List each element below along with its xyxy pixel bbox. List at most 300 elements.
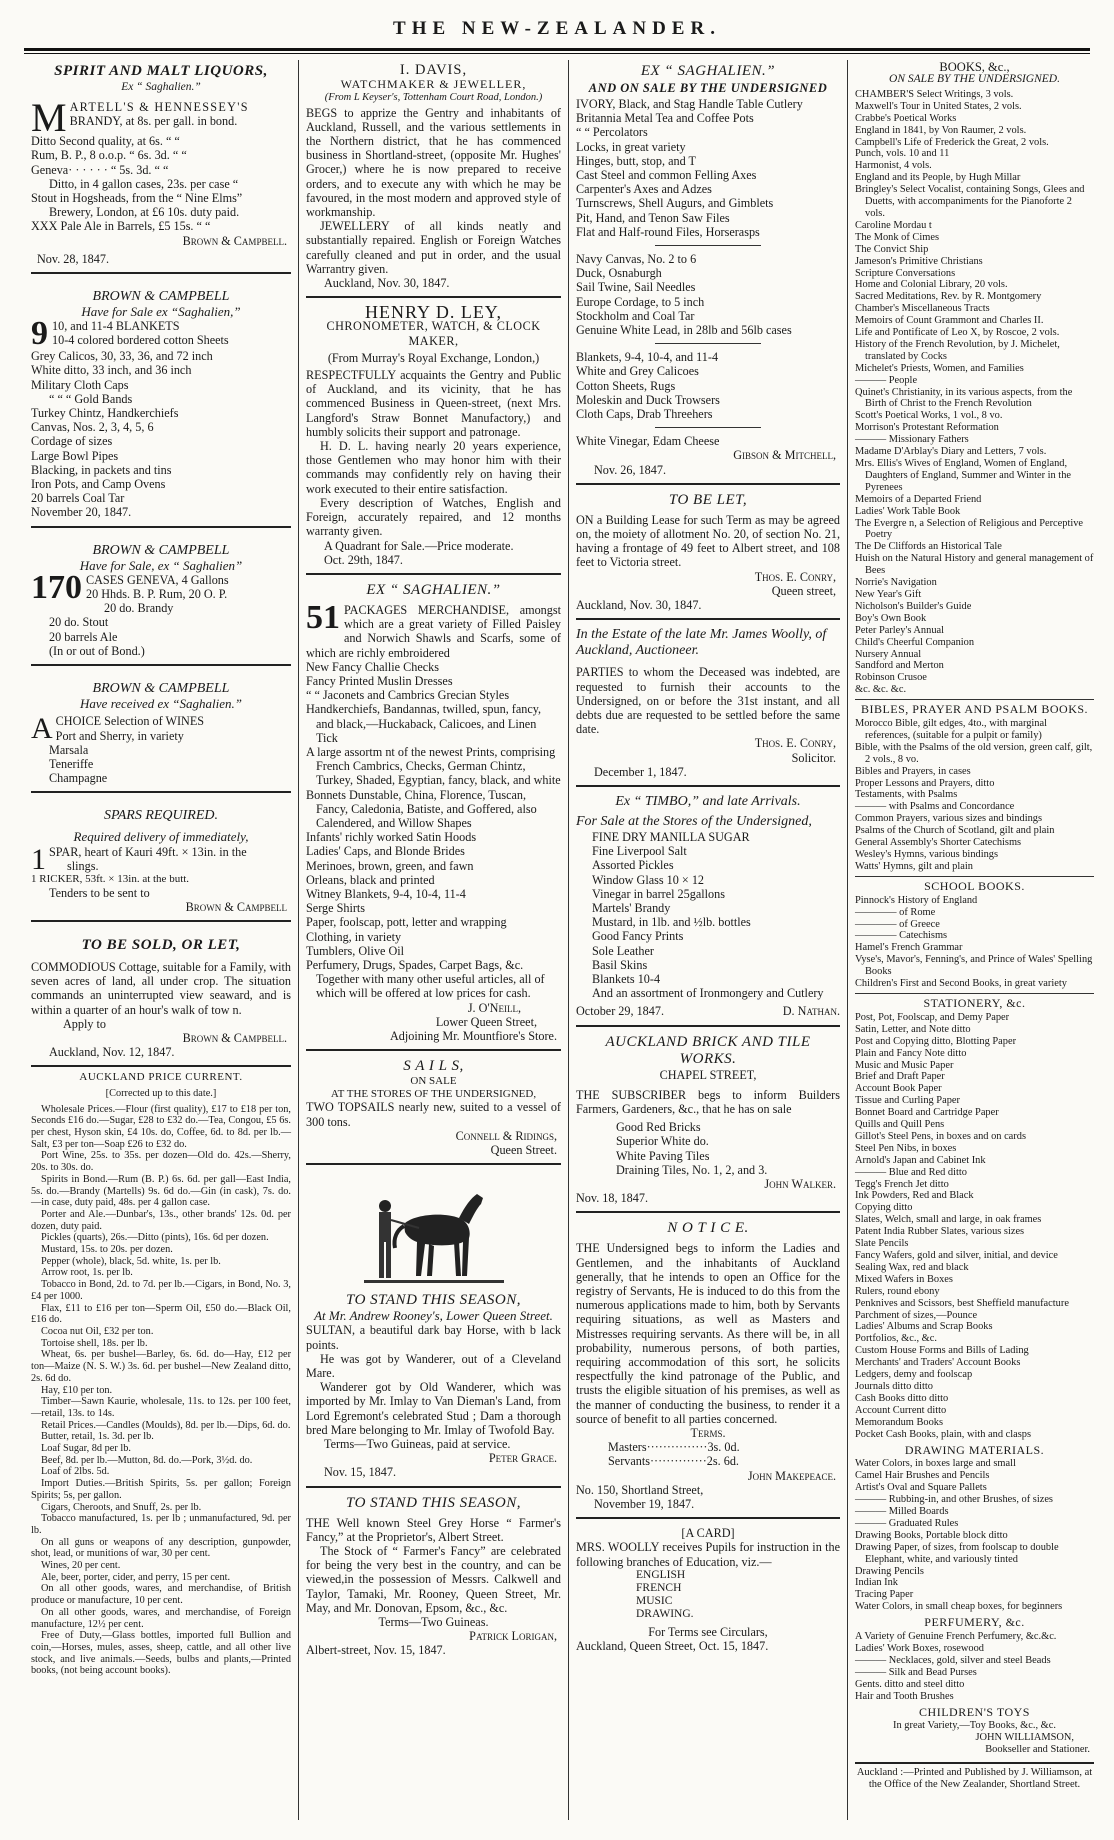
signature: Brown & Campbell: [185, 899, 287, 914]
line: Blacking, in packets and tins: [31, 462, 172, 477]
list-item: Chamber's Miscellaneous Tracts: [855, 303, 990, 315]
stationery-title: STATIONERY, &c.: [923, 995, 1026, 1010]
ad-subtitle-2: AT THE STORES OF THE UNDERSIGNED,: [330, 1087, 537, 1100]
list-item: Hinges, butt, stop, and T: [576, 153, 696, 168]
ad-body: TWO TOPSAILS nearly new, suited to a vessel of 300 tons.: [306, 1100, 561, 1129]
list-item: Europe Cordage, to 5 inch: [576, 294, 705, 309]
line: Geneva· · · · · · “ 5s. 3d. “ “: [31, 162, 169, 177]
price-list: [31, 1104, 291, 1677]
list-item: Cotton Sheets, Rugs: [576, 378, 676, 393]
line: 20 do. Stout: [49, 615, 109, 630]
list-item: New Fancy Challie Checks: [306, 659, 440, 674]
divider: [855, 876, 1094, 877]
ad-title: TO BE SOLD, OR LET,: [81, 936, 241, 953]
ad-ironmongery: [576, 60, 840, 485]
ad-address: Lower Queen Street,: [435, 1014, 537, 1029]
ad-date: November 19, 1847.: [594, 1497, 695, 1512]
line: Port and Sherry, in variety: [55, 728, 184, 743]
ad-title: AUCKLAND BRICK AND TILE WORKS.: [605, 1033, 811, 1067]
list-item: Paper, foolscap, pott, letter and wrapping: [306, 915, 507, 930]
ad-subtitle: At Mr. Andrew Rooney's, Lower Queen Street.: [314, 1308, 553, 1324]
list-item: FINE DRY MANILLA SUGAR: [592, 829, 750, 844]
list-item: Drawing Books, Portable block ditto: [855, 1529, 1008, 1541]
list-item: The Monk of Cimes: [855, 231, 939, 243]
list-item: Crabbe's Poetical Works: [855, 112, 957, 124]
list-item: Ledgers, demy and foolscap: [855, 1369, 973, 1381]
masthead-rule: [24, 48, 1090, 54]
ad-body: [31, 714, 291, 785]
ad-subtitle: AND ON SALE BY THE UNDERSIGNED: [588, 81, 828, 95]
ad-to-be-let: [576, 489, 840, 620]
list-item: Merinoes, brown, green, and fawn: [306, 858, 474, 873]
ad-body: [31, 842, 291, 900]
list-item: Tegg's French Jet ditto: [855, 1178, 949, 1190]
ad-term-2: Servants··············2s. 6d.: [608, 1454, 739, 1469]
list-item: Quinet's Christianity, in its various aspects, from the Birth of Christ to the French Revolution: [855, 386, 1073, 410]
list-item: Tumblers, Olive Oil: [306, 943, 405, 958]
ad-items: [576, 97, 840, 239]
price-entry: Timber—Sawn Kaurie, wholesale, 11s. to 12s. per 100 feet,—retail, 13s. to 14s.: [31, 1396, 291, 1419]
ad-title: EX “ SAGHALIEN.”: [640, 63, 776, 79]
ad-term-1: Masters···············3s. 0d.: [608, 1440, 740, 1455]
list-item: “ “ Jaconets and Cambrics Grecian Styles: [306, 688, 510, 703]
list-item: Scripture Conversations: [855, 267, 956, 279]
list-item: Fine Liverpool Salt: [592, 844, 687, 859]
ad-subtitle: ON SALE: [410, 1075, 457, 1088]
signature: Brown & Campbell.: [182, 1030, 287, 1045]
ad-date: December 1, 1847.: [594, 764, 687, 779]
list-item: Michelet's Priests, Women, and Families: [855, 362, 1024, 374]
list-item: Slates, Welch, small and large, in oak frames: [855, 1214, 1042, 1226]
line: 10-4 colored bordered cotton Sheets: [52, 333, 229, 348]
list-item: History of the French Revolution, by J. Michelet, translated by Cocks: [855, 338, 1060, 362]
price-entry: Porter and Ale.—Dunbar's, 13s., other brands' 12s. 0d. per dozen, duty paid.: [31, 1208, 291, 1232]
line: BRANDY, at 8s. per gall. in bond.: [69, 114, 238, 129]
column-2: [299, 60, 569, 1820]
ad-title: SPARS REQUIRED.: [103, 808, 219, 824]
line: Grey Calicos, 30, 33, 36, and 72 inch: [31, 349, 213, 364]
perfumery-list: [855, 1631, 1094, 1702]
price-entry: Mustard, 15s. to 20s. per dozen.: [41, 1244, 173, 1256]
ad-date: Auckland, Nov. 12, 1847.: [49, 1045, 175, 1060]
list-item: Copying ditto: [855, 1202, 913, 1214]
ad-body-3: Wanderer got by Old Wanderer, which was imported by Mr. Imlay to Van Dieman's Land, from Lord Egremont's celebrated Stud ; Dam a thorough bred Mare belonging to Mr. Imlay of Twofold Bay.: [306, 1380, 561, 1437]
ad-items: [576, 1569, 840, 1621]
line: slings.: [67, 858, 99, 873]
ad-merchandise: [306, 579, 561, 1051]
list-item: Ladies' Work Boxes, rosewood: [855, 1643, 984, 1654]
ad-items: [576, 1120, 840, 1177]
list-item: Norrie's Navigation: [855, 577, 937, 589]
perfumery-title: PERFUMERY, &c.: [924, 1615, 1025, 1630]
line: Canvas, Nos. 2, 3, 4, 5, 6: [31, 420, 154, 435]
ad-title: [A CARD]: [681, 1526, 735, 1541]
list-item: MUSIC: [636, 1594, 673, 1607]
list-item: Window Glass 10 × 12: [592, 872, 705, 887]
ad-body: THE Well known Steel Grey Horse “ Farmer's Fancy,” at the Proprietor's, Albert Street.: [306, 1515, 561, 1544]
ad-spirits: [31, 60, 291, 274]
ad-notice: [576, 1217, 840, 1519]
list-item: Child's Cheerful Companion: [855, 636, 975, 648]
list-item: Good Red Bricks: [616, 1120, 701, 1135]
ad-sails: [306, 1055, 561, 1165]
price-entry: Flax, £11 to £16 per ton—Sperm Oil, £50 do.—Black Oil, £16 do.: [31, 1302, 291, 1326]
list-item: Arnold's Japan and Cabinet Ink: [855, 1154, 986, 1166]
ad-title: TO STAND THIS SEASON,: [346, 1292, 521, 1309]
ad-blankets: [31, 278, 291, 528]
list-item: Flat and Half-round Files, Horserasps: [576, 224, 760, 239]
bibles-list: [855, 718, 1094, 873]
list-item: ——— with Psalms and Concordance: [855, 801, 1015, 813]
list-item: ———— Catechisms: [855, 930, 948, 942]
list-item: Nicholson's Builder's Guide: [855, 600, 972, 612]
drop-cap: 1: [31, 842, 46, 876]
list-item: FRENCH: [636, 1581, 682, 1594]
list-item: Genuine White Lead, in 28lb and 56lb cases: [576, 323, 792, 338]
list-item: Proper Lessons and Prayers, ditto: [855, 777, 995, 789]
line: Cordage of sizes: [31, 434, 113, 449]
ad-date: October 29, 1847.: [576, 1004, 665, 1019]
list-item: Post and Copying ditto, Blotting Paper: [855, 1035, 1017, 1047]
drop-cap: M: [31, 95, 67, 141]
signature: John Walker.: [764, 1176, 836, 1191]
list-item: Tracing Paper: [855, 1589, 914, 1601]
price-entry: Wines, 20 per cent.: [41, 1560, 121, 1572]
ad-items-2: [576, 252, 840, 337]
ad-body: [31, 568, 291, 658]
ad-date: Nov. 26, 1847.: [594, 462, 666, 477]
list-item: Portfolios, &c., &c.: [855, 1333, 937, 1345]
list-item: ENGLISH: [636, 1568, 686, 1581]
line: Iron Pots, and Camp Ovens: [31, 477, 166, 492]
ad-terms: Terms—Two Guineas.: [378, 1615, 489, 1630]
list-item: ——— People: [855, 374, 918, 386]
ad-apply: Apply to: [63, 1016, 106, 1031]
list-item: Pocket Cash Books, plain, with and clasps: [855, 1428, 1032, 1440]
list-item: Perfumery, Drugs, Spades, Carpet Bags, &c. Together with many other useful articles, all of which will be offered at low prices for cash.: [306, 957, 545, 1001]
list-item: ——— Silk and Bead Purses: [855, 1666, 977, 1678]
price-entry: Import Duties.—British Spirits, 5s. per gallon; Foreign Spirits; 5s, per gallon.: [31, 1478, 291, 1501]
ad-date: Albert-street, Nov. 15, 1847.: [306, 1643, 446, 1658]
ad-body-2: He was got by Wanderer, out of a Cleveland Mare.: [306, 1351, 561, 1381]
ad-title: In the Estate of the late Mr. James Woolly, of Auckland, Auctioneer.: [576, 627, 827, 659]
list-item: Common Prayers, various sizes and bindings: [855, 813, 1043, 825]
price-entry: Pickles (quarts), 26s.—Ditto (pints), 16s. 6d per dozen.: [41, 1232, 269, 1244]
list-item: Morrison's Protestant Reformation: [855, 422, 999, 434]
list-item: Basil Skins: [592, 957, 648, 972]
lead-number: 9: [31, 315, 48, 353]
line: Champagne: [49, 771, 108, 786]
ad-item: White Vinegar, Edam Cheese: [576, 434, 720, 449]
list-item: Artist's Oval and Square Pallets: [855, 1482, 987, 1494]
ad-title: SPIRIT AND MALT LIQUORS,: [54, 63, 268, 79]
school-list: [855, 895, 1094, 990]
ad-farmers-fancy: [306, 1492, 561, 1664]
list-item: Sole Leather: [592, 943, 654, 958]
price-entry: Cocoa nut Oil, £32 per ton.: [41, 1326, 154, 1337]
books-title: BOOKS, &c.,: [939, 60, 1010, 74]
line: Stout in Hogsheads, from the “ Nine Elms”: [31, 191, 243, 206]
ad-trade: CHRONOMETER, WATCH, & CLOCK MAKER,: [326, 319, 541, 348]
ad-date: Auckland, Nov. 30, 1847.: [324, 276, 450, 291]
line: Tenders to be sent to: [49, 885, 150, 900]
list-item: Cash Books ditto ditto: [855, 1392, 949, 1404]
list-item: Stockholm and Coal Tar: [576, 308, 695, 323]
price-entry: Loaf of 2lbs. 5d.: [41, 1466, 110, 1478]
line: Marsala: [49, 742, 89, 757]
list-item: Blankets, 9-4, 10-4, and 11-4: [576, 350, 719, 365]
ad-role: Solicitor.: [791, 750, 836, 765]
list-item: Account Current ditto: [855, 1404, 947, 1416]
price-entry: Spirits in Bond.—Rum (B. P.) 6s. 6d. per gall—East India, 5s. do.—Brandy (Martells) 9s. 6d do.—Gin (in cask), 7s. do.—in case, duty paid, 48s. per 4 gallon case.: [31, 1173, 291, 1209]
divider: [655, 427, 761, 428]
list-item: Ladies' Work Table Book: [855, 505, 961, 517]
signature: Peter Grace.: [488, 1451, 557, 1466]
ad-subtitle: Have for Sale, ex “ Saghalien”: [79, 557, 243, 573]
list-item: England and its People, by Hugh Millar: [855, 172, 1021, 184]
ad-title: N O T I C E.: [667, 1220, 749, 1237]
list-item: Jameson's Primitive Christians: [855, 255, 983, 267]
list-item: Good Fancy Prints: [592, 929, 684, 944]
price-entry: Loaf Sugar, 8d per lb.: [41, 1443, 131, 1455]
list-item: Martels' Brandy: [592, 900, 671, 915]
line: Ditto Second quality, at 6s. “ “: [31, 134, 180, 149]
price-entry: Beef, 8d. per lb.—Mutton, 8d. do.—Pork, 3½d. do.: [41, 1454, 253, 1466]
line: “ “ “ Gold Bands: [49, 391, 133, 406]
price-entry: Tobacco manufactured, 1s. per lb ; unmanufactured, 9d. per lb.: [31, 1513, 291, 1536]
list-item: Merchants' and Traders' Account Books: [855, 1357, 1021, 1369]
price-entry: Port Wine, 25s. to 35s. per dozen—Old do. 42s.—Sherry, 20s. to 30s. do.: [31, 1150, 291, 1174]
ad-geneva: [31, 532, 291, 666]
column-1: [24, 60, 299, 1820]
list-item: Hamel's French Grammar: [855, 942, 963, 954]
divider: [855, 699, 1094, 700]
list-item: General Assembly's Shorter Catechisms: [855, 837, 1022, 849]
ad-date: Auckland, Queen Street, Oct. 15, 1847.: [576, 1639, 769, 1654]
list-item: New Year's Gift: [855, 588, 922, 600]
signature-role: Bookseller and Stationer.: [985, 1744, 1090, 1756]
list-item: Wesley's Hymns, various bindings: [855, 849, 999, 860]
ad-subtitle: Have received ex “Saghalien.”: [80, 696, 242, 712]
ad-title: TO BE LET,: [668, 491, 748, 508]
list-item: Testaments, with Psalms: [855, 789, 958, 801]
list-item: Harmonist, 4 vols.: [855, 160, 932, 172]
ad-estate: [576, 624, 840, 787]
ad-from: (From Murray's Royal Exchange, London,): [327, 350, 540, 365]
line: 20 Hhds. B. P. Rum, 20 O. P.: [86, 587, 228, 602]
divider: [655, 343, 761, 344]
list-item: Water Colors, in boxes large and small: [855, 1458, 1016, 1470]
list-item: Locks, in great variety: [576, 139, 686, 154]
list-item: &c. &c. &c.: [855, 684, 907, 696]
list-item: Pinnock's History of England: [855, 894, 978, 906]
list-item: IVORY, Black, and Stag Handle Table Cutlery: [576, 97, 803, 111]
ad-body: PARTIES to whom the Deceased was indebted, are requested to furnish their accounts to the Undersigned, on or before the 31st instant, and all debts due are requested to be settled before the same date.: [576, 665, 840, 737]
ad-title: TO STAND THIS SEASON,: [346, 1494, 521, 1511]
list-item: Morocco Bible, gilt edges, 4to., with marginal references, (suitable for a pulpit or family): [855, 718, 1048, 741]
toys-text: In great Variety,—Toy Books, &c., &c.: [893, 1720, 1056, 1732]
list-item: Children's First and Second Books, in great variety: [855, 978, 1067, 990]
school-title: SCHOOL BOOKS.: [924, 878, 1025, 893]
line: ARTELL'S & HENNESSEY'S: [69, 100, 249, 115]
list-item: Maxwell's Tour in United States, 2 vols.: [855, 100, 1022, 112]
ad-address: Queen Street.: [490, 1143, 557, 1157]
list-item: Bible, with the Psalms of the old version, green calf, gilt, 2 vols., 8 vo.: [855, 741, 1093, 765]
columns: [24, 60, 1094, 1820]
ad-ley: [306, 302, 561, 575]
price-entry: On all other goods, wares, and merchandise, of British produce or manufacture, 10 per cent.: [31, 1583, 291, 1607]
list-item: Serge Shirts: [306, 901, 366, 916]
list-item: Parchment of sizes,—Pounce: [855, 1309, 978, 1321]
list-item: Camel Hair Brushes and Pencils: [855, 1470, 990, 1482]
ad-title: BROWN & CAMPBELL: [92, 289, 230, 305]
ad-body-2: JEWELLERY of all kinds neatly and substantially repaired. English or Foreign Watches carefully cleaned and put in order, and the usual Warrantry given.: [306, 219, 561, 276]
list-item: Drawing Pencils: [855, 1565, 924, 1577]
list-item: Handkerchiefs, Bandannas, twilled, spun, fancy, and black,—Huckaback, Calicoes, and Linen Tick: [306, 702, 542, 745]
list-item: Scott's Poetical Works, 1 vol., 8 vo.: [855, 410, 1003, 422]
list-item: Orleans, black and printed: [306, 872, 435, 887]
ad-body: RESPECTFULLY acquaints the Gentry and Public of Auckland, and its vicinity, that he has commenced Business in Queen-street, (next Mrs. Langford's Straw Bonnet Manufactory,) and humbly solicits their support and patronage.: [306, 368, 561, 439]
line: XXX Pale Ale in Barrels, £5 15s. “ “: [31, 219, 211, 234]
ad-davis: [306, 60, 561, 298]
list-item: Music and Music Paper: [855, 1059, 954, 1071]
ad-body: COMMODIOUS Cottage, suitable for a Family, with seven acres of land, all under crop. The situation commands an uninterrupted view seaward, and is within a quarter of an hour's walk of tow n.: [31, 959, 291, 1017]
list-item: Quills and Quill Pens: [855, 1119, 945, 1131]
books-subtitle: ON SALE BY THE UNDERSIGNED.: [889, 73, 1060, 85]
list-item: Sealing Wax, red and black: [855, 1261, 969, 1273]
list-item: A Variety of Genuine French Perfumery, &c.&c.: [855, 1631, 1057, 1643]
ad-address: No. 150, Shortland Street,: [576, 1482, 704, 1497]
list-item: Post, Pot, Foolscap, and Demy Paper: [855, 1011, 1010, 1023]
price-entry: Pepper (whole), black, 5d. white, 1s. per lb.: [41, 1255, 221, 1267]
ad-date: Auckland, Nov. 30, 1847.: [576, 598, 702, 613]
ad-body-3: Every description of Watches, English and Foreign, accurately repaired, and 12 months warranty given.: [306, 495, 561, 539]
list-item: Assorted Pickles: [592, 858, 674, 873]
list-item: Navy Canvas, No. 2 to 6: [576, 252, 697, 267]
line: Ditto, in 4 gallon cases, 23s. per case “: [49, 176, 239, 191]
list-item: Infants' richly worked Satin Hoods: [306, 830, 477, 845]
list-item: Pit, Hand, and Tenon Saw Files: [576, 210, 730, 225]
signature: Connell & Ridings,: [455, 1128, 557, 1143]
list-item: A large assortm nt of the newest Prints, comprising French Cambrics, Checks, German Chintz, Turkey, Shaded, Egyptian, fancy, black, and white: [306, 744, 561, 788]
line: SPAR, heart of Kauri 49ft. × 13in. in the: [49, 844, 247, 859]
ad-subtitle: For Sale at the Stores of the Undersigned,: [576, 813, 812, 829]
stationery-list: [855, 1012, 1094, 1441]
ad-title: S A I L S,: [403, 1058, 464, 1075]
line: 20 barrels Coal Tar: [31, 491, 125, 506]
ad-body: THE Undersigned begs to inform the Ladies and Gentlemen, and the inhabitants of Auckland generally, that he intends to open an Office for the registry of Servants, He is induced to do this from the numerous applications made to him, both by Servants requiring situations, as well as Masters and Mistresses requiring servants. As there will be, in all probability, numerous persons, of both parties, requiring accommodation of this sort, he solicits respectfully the kind patronage of the Public, and trusts the eligible situation of his premises, as well as the manner of conducting the business, to render it a source of benefit to all parties concerned.: [576, 1241, 840, 1426]
signature: JOHN WILLIAMSON,: [975, 1732, 1074, 1744]
list-item: ——— Milled Boards: [855, 1506, 949, 1518]
list-item: “ “ Percolators: [576, 125, 648, 140]
list-item: Nursery Annual: [855, 648, 922, 660]
line: 1 RICKER, 53ft. × 13in. at the butt.: [31, 872, 190, 885]
price-entry: Wheat, 6s. per bushel—Barley, 6s. 6d. do—Hay, £12 per ton—Maize (N. S. W.) 3s. 6d. per bushel—New Zealand ditto, 2s. 6d do.: [31, 1349, 291, 1384]
signature: Thos. E. Conry,: [754, 569, 836, 584]
price-current: [31, 1071, 291, 1677]
line: (In or out of Bond.): [49, 643, 145, 658]
ad-subtitle: Ex “ Saghalien.”: [121, 81, 201, 93]
ad-body: SULTAN, a beautiful dark bay Horse, with b lack points.: [306, 1323, 561, 1352]
list-item: Punch, vols. 10 and 11: [855, 148, 950, 160]
ad-items-3: [576, 350, 840, 421]
list-item: Boy's Own Book: [855, 612, 927, 624]
list-item: Fancy Printed Muslin Dresses: [306, 673, 453, 688]
price-entry: On all other goods, wares, and merchandise, of Foreign manufacture, 12½ per cent.: [31, 1606, 291, 1630]
price-entry: Free of Duty,—Glass bottles, imported full Bullion and coin,—Horses, mules, asses, sheep, cattle, and all other live stock, and live animals.—Seeds, bulbs and plants,—Printed books, (not being account books).: [31, 1630, 291, 1677]
line: 10, and 11-4 BLANKETS: [52, 319, 180, 334]
list-item: DRAWING.: [636, 1607, 694, 1620]
horse-and-groom-icon: [359, 1176, 509, 1288]
column-4: [848, 60, 1101, 1820]
ad-subtitle: Required delivery of immediately,: [73, 829, 249, 845]
list-item: Brief and Draft Paper: [855, 1071, 945, 1083]
signature: Thos. E. Conry,: [754, 736, 836, 751]
list-item: Mixed Wafers in Boxes: [855, 1273, 953, 1285]
imprint: Auckland :—Printed and Published by J. Williamson, at the Office of the New Zealander, Shortland Street.: [855, 1762, 1094, 1791]
price-entry: Hay, £10 per ton.: [41, 1384, 113, 1396]
ad-terms: Terms—Two Guineas, paid at service.: [324, 1437, 511, 1452]
ad-card: [576, 1523, 840, 1659]
list-item: Psalms of the Church of Scotland, gilt and plain: [855, 825, 1055, 837]
line: 20 do. Brandy: [104, 601, 174, 616]
list-item: Draining Tiles, No. 1, 2, and 3.: [616, 1162, 768, 1177]
list-item: White and Grey Calicoes: [576, 364, 699, 379]
ad-title: EX “ SAGHALIEN.”: [366, 581, 501, 598]
ad-wines: [31, 670, 291, 793]
list-item: Madame D'Arblay's Diary and Letters, 7 vols.: [855, 446, 1047, 458]
ad-terms: Terms.: [690, 1426, 726, 1441]
line: Military Cloth Caps: [31, 377, 129, 392]
price-entry: Tortoise shell, 18s. per lb.: [41, 1337, 148, 1349]
list-item: ———— of Greece: [855, 918, 940, 930]
ad-title: BROWN & CAMPBELL: [92, 681, 230, 697]
list-item: Satin, Letter, and Note ditto: [855, 1023, 971, 1035]
list-item: Sacred Meditations, Rev. by R. Montgomery: [855, 291, 1042, 303]
price-entry: Tobacco in Bond, 2d. to 7d. per lb.—Cigars, in Bond, No. 3, £4 per 1000.: [31, 1279, 291, 1302]
line: White ditto, 33 inch, and 36 inch: [31, 363, 192, 378]
ad-items: [306, 660, 561, 1001]
list-item: Bringley's Select Vocalist, containing Songs, Glees and Duetts, with accompaniments for the Pianoforte 2 vols.: [855, 184, 1085, 219]
ad-title: HENRY D. LEY,: [364, 302, 502, 323]
list-item: England in 1841, by Von Raumer, 2 vols.: [855, 124, 1027, 136]
column-3: [569, 60, 848, 1820]
ad-date: Nov. 15, 1847.: [324, 1465, 396, 1480]
list-item: Bonnet Board and Cartridge Paper: [855, 1107, 999, 1119]
price-note: [Corrected up to this date.]: [105, 1087, 217, 1099]
price-entry: On all guns or weapons of any description, gunpowder, shot, lead, or munitions of war, 30 per cent.: [31, 1536, 291, 1560]
list-item: Bonnets Dunstable, China, Florence, Tuscan, Fancy, Caledonia, Batiste, and Goffered, also Calendered, and Willow Shapes: [306, 787, 537, 830]
list-item: Bibles and Prayers, in cases: [855, 765, 971, 777]
signature: Patrick Lorigan,: [469, 1629, 557, 1644]
list-item: ———— of Rome: [855, 906, 936, 918]
list-item: CHAMBER'S Select Writings, 3 vols.: [855, 88, 1014, 100]
drop-cap: A: [31, 712, 53, 746]
line: CHOICE Selection of WINES: [55, 714, 205, 729]
price-entry: Ale, beer, porter, cider, and perry, 15 per cent.: [41, 1571, 231, 1583]
ad-cottage: [31, 926, 291, 1067]
ad-intro: PACKAGES MERCHANDISE, amongst which are a great variety of Filled Paisley and Norwich Shawls and Scarfs, some of which are richly embroidered: [306, 602, 561, 660]
list-item: Account Book Paper: [855, 1083, 942, 1095]
ad-terms: For Terms see Circulars,: [648, 1624, 768, 1639]
signature: Brown & Campbell.: [182, 233, 287, 248]
list-item: Plain and Fancy Note ditto: [855, 1047, 967, 1059]
price-entry: Arrow root, 1s. per lb.: [41, 1267, 133, 1279]
line: Large Bowl Pipes: [31, 448, 119, 463]
list-item: Ladies' Caps, and Blonde Brides: [306, 844, 465, 859]
list-item: Indian Ink: [855, 1577, 898, 1589]
list-item: And an assortment of Ironmongery and Cutlery: [592, 986, 824, 1001]
